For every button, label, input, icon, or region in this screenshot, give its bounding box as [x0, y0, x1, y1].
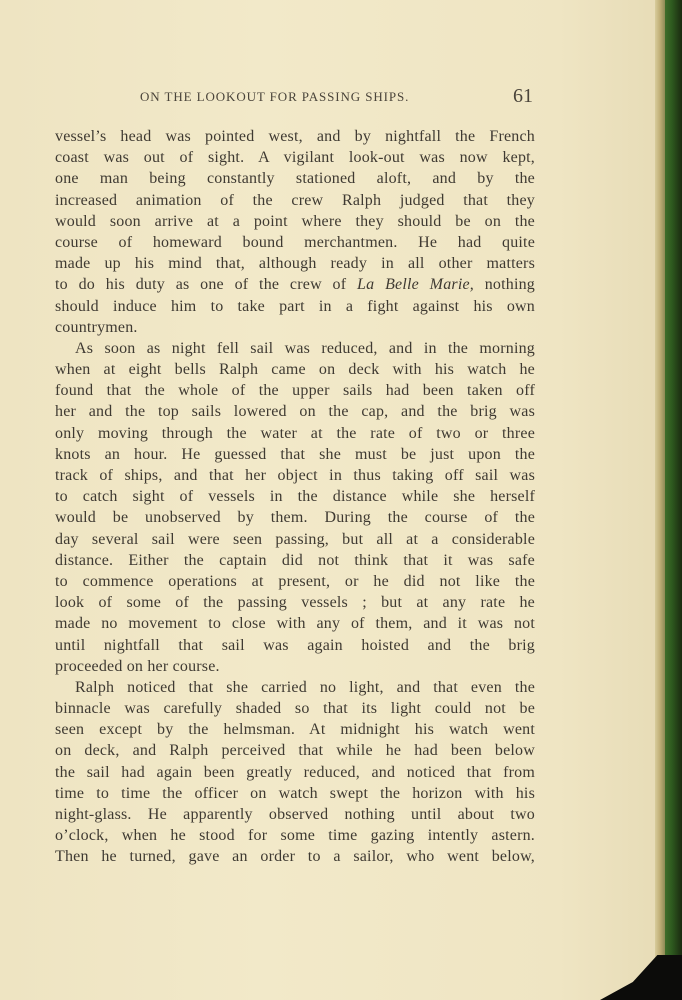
text-line: time to time the officer on watch swept the horizon with his	[55, 784, 535, 802]
text-line: made no movement to close with any of them, and it was not	[55, 615, 535, 633]
text-line: coast was out of sight. A vigilant look-out was now kept,	[55, 149, 535, 167]
text-line: day several sail were seen passing, but all at a considerable	[55, 530, 535, 548]
text-line: countrymen.	[55, 318, 138, 336]
text-line: track of ships, and that her object in thus taking off sail was	[55, 467, 535, 484]
text-span: to do his duty as one of the crew of	[55, 276, 358, 294]
text-line: increased animation of the crew Ralph judged that they	[55, 191, 535, 209]
text-line: to catch sight of vessels in the distance while she herself	[55, 488, 535, 506]
text-line: would soon arrive at a point where they should be on the	[55, 212, 535, 230]
text-line: distance. Either the captain did not think that it was safe	[55, 551, 535, 569]
text-line	[55, 274, 535, 295]
text-line: when at eight bells Ralph came on deck with his watch he	[55, 361, 535, 379]
text-line: course of homeward bound merchantmen. He had quite	[55, 233, 535, 251]
text-line: vessel’s head was pointed west, and by nightfall the French	[55, 128, 535, 145]
text-line: only moving through the water at the rate of two or three	[55, 424, 535, 442]
text-line: found that the whole of the upper sails had been taken off	[55, 382, 535, 400]
text-line: to commence operations at present, or he did not like the	[55, 572, 535, 590]
paragraph-start: As soon as night fell sail was reduced, and in the morning	[75, 339, 535, 357]
page-number: 61	[513, 85, 533, 107]
text-span: nothing	[473, 276, 535, 294]
page-edge	[655, 0, 665, 1000]
body-text	[55, 126, 535, 868]
book-binding	[665, 0, 682, 1000]
paragraph-start: Ralph noticed that she carried no light, and that even the	[75, 678, 535, 696]
text-line: proceeded on her course.	[55, 657, 220, 675]
text-line: should induce him to take part in a fight against his own	[55, 297, 535, 315]
ship-name: La Belle Marie,	[357, 276, 474, 294]
running-title: ON THE LOOKOUT FOR PASSING SHIPS.	[140, 89, 410, 104]
text-line: the sail had again been greatly reduced, and noticed that from	[55, 763, 535, 781]
text-line: o’clock, when he stood for some time gazing intently astern.	[55, 827, 535, 845]
text-line: until nightfall that sail was again hoisted and the brig	[55, 636, 535, 654]
text-line: Then he turned, gave an order to a sailor, who went below,	[55, 848, 535, 866]
text-line: binnacle was carefully shaded so that its light could not be	[55, 700, 535, 718]
text-line: would be unobserved by them. During the course of the	[55, 509, 535, 527]
text-line: made up his mind that, although ready in all other matters	[55, 255, 535, 273]
text-line: seen except by the helmsman. At midnight his watch went	[55, 721, 535, 739]
text-line: her and the top sails lowered on the cap, and the brig was	[55, 403, 535, 421]
text-line: knots an hour. He guessed that she must be just upon the	[55, 445, 535, 463]
text-line: on deck, and Ralph perceived that while he had been below	[55, 742, 535, 760]
text-line: look of some of the passing vessels ; but at any rate he	[55, 594, 535, 612]
text-line: night-glass. He apparently observed nothing until about two	[55, 806, 535, 823]
text-line: one man being constantly stationed aloft, and by the	[55, 170, 535, 188]
